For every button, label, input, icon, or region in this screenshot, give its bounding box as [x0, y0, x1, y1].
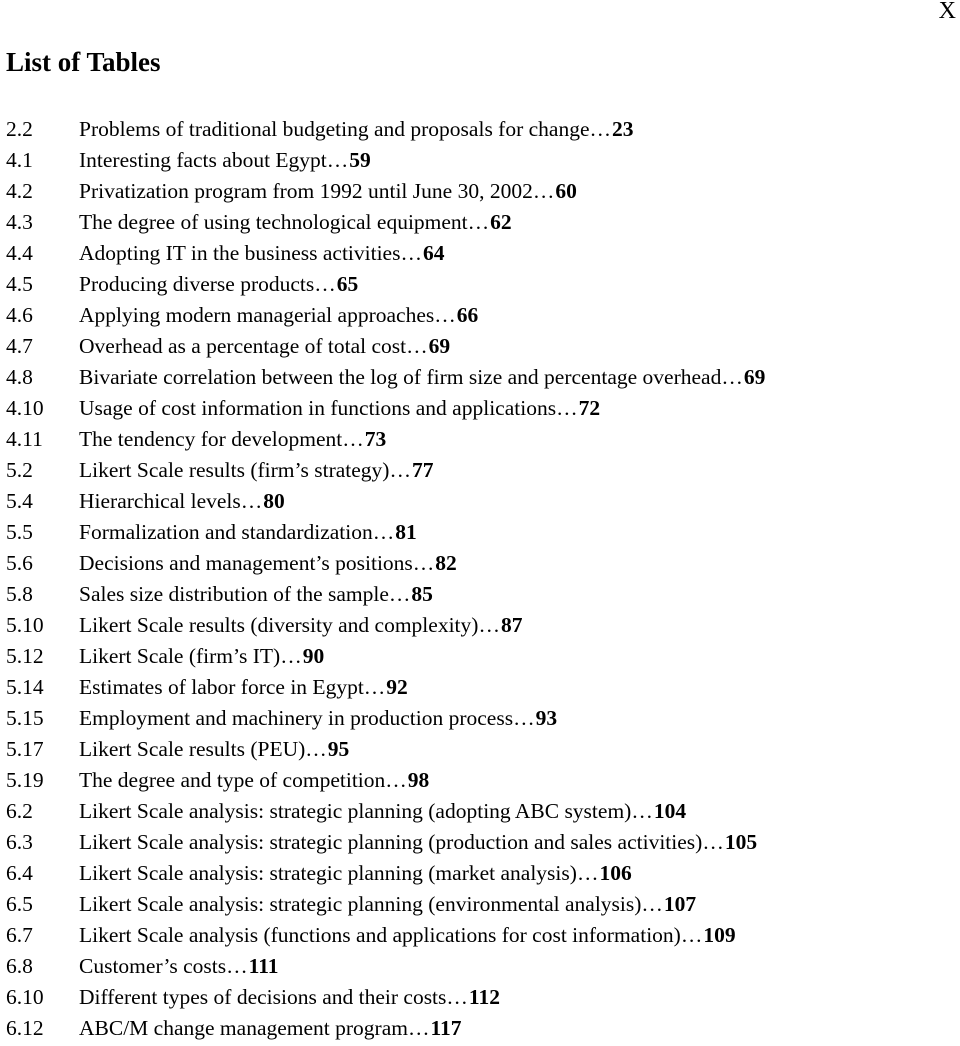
page-title: List of Tables: [6, 47, 161, 77]
table-page-number: 112: [468, 985, 500, 1009]
leader-dots: …: [342, 427, 365, 451]
table-page-number: 72: [578, 396, 601, 420]
list-item: [6, 362, 956, 393]
table-caption: Overhead as a percentage of total cost: [79, 334, 407, 358]
table-caption: Usage of cost information in functions and applications: [79, 396, 557, 420]
leader-dots: …: [631, 799, 654, 823]
table-caption: Privatization program from 1992 until June 30, 2002: [79, 179, 533, 203]
table-caption: Different types of decisions and their costs: [79, 985, 447, 1009]
table-caption: Likert Scale results (PEU): [79, 737, 306, 761]
table-caption: Likert Scale results (firm’s strategy): [79, 458, 390, 482]
leader-dots: …: [305, 737, 328, 761]
table-number: 5.17: [6, 737, 44, 761]
list-item: [6, 579, 956, 610]
table-number: 6.12: [6, 1016, 44, 1040]
page-number: X: [938, 0, 956, 24]
leader-dots: …: [385, 768, 408, 792]
table-page-number: 73: [364, 427, 387, 451]
table-caption: Bivariate correlation between the log of firm size and percentage overhead: [79, 365, 722, 389]
table-page-number: 109: [703, 923, 736, 947]
table-caption: Likert Scale analysis: strategic planning (production and sales activities): [79, 830, 703, 854]
table-number: 4.10: [6, 396, 44, 420]
table-page-number: 77: [411, 458, 434, 482]
table-number: 5.5: [6, 520, 33, 544]
list-item: [6, 889, 956, 920]
table-caption: The degree and type of competition: [79, 768, 386, 792]
table-number: 6.7: [6, 923, 33, 947]
list-item: [6, 641, 956, 672]
table-number: 5.12: [6, 644, 44, 668]
table-caption: Interesting facts about Egypt: [79, 148, 327, 172]
table-number: 4.3: [6, 210, 33, 234]
list-item: [6, 548, 956, 579]
table-caption: Likert Scale analysis (functions and applications for cost information): [79, 923, 681, 947]
leader-dots: …: [556, 396, 579, 420]
list-item: [6, 734, 956, 765]
table-number: 6.2: [6, 799, 33, 823]
leader-dots: …: [389, 458, 412, 482]
list-item: [6, 517, 956, 548]
leader-dots: …: [407, 1016, 431, 1040]
leader-dots: …: [406, 334, 429, 358]
table-page-number: 65: [336, 272, 359, 296]
leader-dots: …: [589, 117, 613, 141]
table-number: 5.8: [6, 582, 33, 606]
list-item: [6, 207, 956, 238]
table-number: 5.6: [6, 551, 33, 575]
leader-dots: …: [363, 675, 387, 699]
table-page-number: 69: [428, 334, 451, 358]
table-caption: Estimates of labor force in Egypt: [79, 675, 364, 699]
leader-dots: …: [721, 365, 744, 389]
leader-dots: …: [400, 241, 423, 265]
list-item: [6, 145, 956, 176]
leader-dots: …: [372, 520, 396, 544]
list-item: [6, 238, 956, 269]
leader-dots: …: [513, 706, 536, 730]
table-caption: Likert Scale results (diversity and complexity): [79, 613, 479, 637]
list-item: [6, 672, 956, 703]
table-number: 6.10: [6, 985, 44, 1009]
table-number: 6.5: [6, 892, 33, 916]
table-caption: Employment and machinery in production process: [79, 706, 514, 730]
table-page-number: 66: [456, 303, 479, 327]
table-page-number: 104: [653, 799, 687, 823]
table-number: 6.4: [6, 861, 33, 885]
leader-dots: …: [280, 644, 303, 668]
table-caption: Likert Scale (firm’s IT): [79, 644, 281, 668]
table-page-number: 106: [599, 861, 632, 885]
table-caption: Hierarchical levels: [79, 489, 241, 513]
table-page-number: 90: [302, 644, 325, 668]
table-page-number: 59: [349, 148, 371, 172]
table-page-number: 60: [555, 179, 577, 203]
table-page-number: 85: [411, 582, 433, 606]
table-caption: Applying modern managerial approaches: [79, 303, 435, 327]
table-number: 4.5: [6, 272, 33, 296]
table-page-number: 111: [248, 954, 279, 978]
table-number: 4.11: [6, 427, 43, 451]
table-caption: Sales size distribution of the sample: [79, 582, 389, 606]
list-item: [6, 765, 956, 796]
table-page-number: 87: [500, 613, 523, 637]
table-page-number: 23: [612, 117, 634, 141]
table-number: 6.3: [6, 830, 33, 854]
table-page-number: 105: [724, 830, 758, 854]
table-page-number: 82: [435, 551, 457, 575]
table-number: 4.4: [6, 241, 33, 265]
table-page-number: 117: [430, 1016, 462, 1040]
leader-dots: …: [326, 148, 350, 172]
table-page-number: 64: [422, 241, 445, 265]
list-item: [6, 1013, 956, 1044]
table-page-number: 98: [407, 768, 430, 792]
leader-dots: …: [434, 303, 457, 327]
table-caption: Likert Scale analysis: strategic planning (adopting ABC system): [79, 799, 632, 823]
leader-dots: …: [226, 954, 249, 978]
table-page-number: 92: [386, 675, 408, 699]
list-item: [6, 858, 956, 889]
leader-dots: …: [388, 582, 412, 606]
list-item: [6, 486, 956, 517]
list-item: [6, 610, 956, 641]
list-item: [6, 796, 956, 827]
list-item: [6, 300, 956, 331]
table-number: 4.2: [6, 179, 33, 203]
list-item: [6, 827, 956, 858]
list-item: [6, 331, 956, 362]
table-list: [6, 114, 956, 1044]
table-page-number: 62: [490, 210, 512, 234]
table-caption: Decisions and management’s positions: [79, 551, 413, 575]
table-number: 5.15: [6, 706, 44, 730]
leader-dots: …: [467, 210, 491, 234]
leader-dots: …: [314, 272, 337, 296]
list-item: [6, 393, 956, 424]
table-number: 4.1: [6, 148, 33, 172]
table-page-number: 80: [263, 489, 285, 513]
table-number: 5.2: [6, 458, 33, 482]
table-caption: Adopting IT in the business activities: [79, 241, 401, 265]
leader-dots: …: [702, 830, 725, 854]
leader-dots: …: [446, 985, 469, 1009]
table-number: 4.7: [6, 334, 33, 358]
leader-dots: …: [532, 179, 556, 203]
table-number: 5.10: [6, 613, 44, 637]
table-caption: Problems of traditional budgeting and proposals for change: [79, 117, 590, 141]
table-caption: The tendency for development: [79, 427, 343, 451]
table-page-number: 107: [663, 892, 697, 916]
list-item: [6, 269, 956, 300]
list-item: [6, 114, 956, 145]
leader-dots: …: [576, 861, 600, 885]
table-number: 6.8: [6, 954, 33, 978]
table-page-number: 81: [395, 520, 417, 544]
table-number: 5.14: [6, 675, 44, 699]
list-item: [6, 982, 956, 1013]
leader-dots: …: [680, 923, 704, 947]
list-item: [6, 703, 956, 734]
table-page-number: 93: [535, 706, 558, 730]
table-page-number: 69: [743, 365, 766, 389]
table-number: 4.6: [6, 303, 33, 327]
list-item: [6, 424, 956, 455]
table-caption: The degree of using technological equipment: [79, 210, 468, 234]
table-caption: Likert Scale analysis: strategic planning (environmental analysis): [79, 892, 642, 916]
table-caption: ABC/M change management program: [79, 1016, 408, 1040]
table-caption: Formalization and standardization: [79, 520, 373, 544]
table-number: 4.8: [6, 365, 33, 389]
table-caption: Producing diverse products: [79, 272, 315, 296]
list-item: [6, 951, 956, 982]
leader-dots: …: [412, 551, 436, 575]
table-number: 5.4: [6, 489, 33, 513]
table-page-number: 95: [327, 737, 350, 761]
table-caption: Likert Scale analysis: strategic planning (market analysis): [79, 861, 577, 885]
leader-dots: …: [641, 892, 664, 916]
list-item: [6, 920, 956, 951]
leader-dots: …: [240, 489, 264, 513]
table-number: 5.19: [6, 768, 44, 792]
leader-dots: …: [478, 613, 501, 637]
table-number: 2.2: [6, 117, 33, 141]
table-caption: Customer’s costs: [79, 954, 227, 978]
list-item: [6, 176, 956, 207]
list-item: [6, 455, 956, 486]
